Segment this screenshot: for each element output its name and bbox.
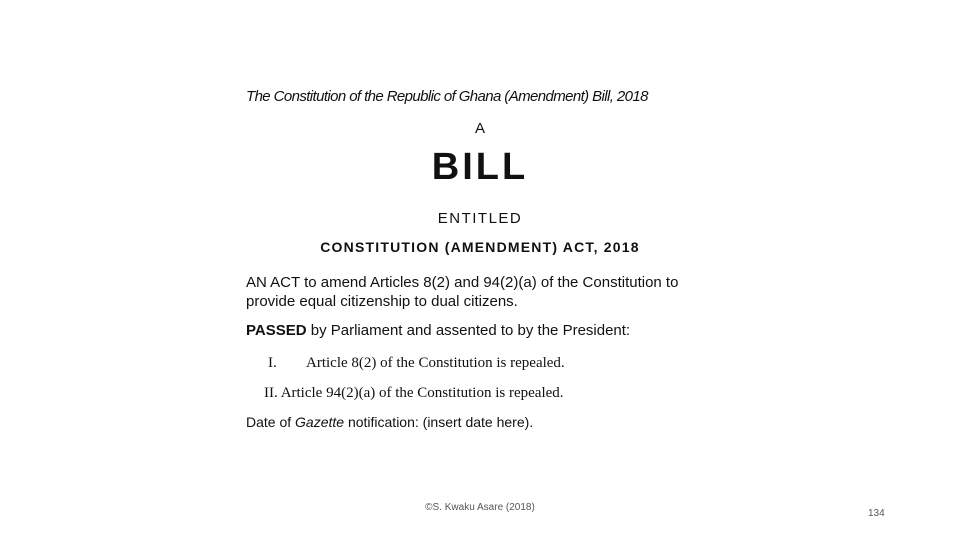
article-text: Article 94(2)(a) of the Constitution is repealed. [280,385,564,401]
article-item [264,385,564,402]
article-item [268,355,565,372]
date-prefix: Date of [246,414,296,430]
article-numeral: I. [268,355,277,371]
page-number: 134 [868,508,885,519]
article-numeral: II. [264,385,278,401]
passed-label: PASSED [246,322,307,339]
bill-title: The Constitution of the Republic of Ghana (Amendment) Bill, 2018 [246,88,648,105]
date-gazette: Gazette [295,414,345,430]
entitled-label: ENTITLED [437,210,523,227]
article-text: Article 8(2) of the Constitution is repealed. [306,355,565,371]
act-name: CONSTITUTION (AMENDMENT) ACT, 2018 [320,239,640,255]
bill-heading: BILL [431,146,529,188]
date-suffix: notification: (insert date here). [344,414,534,430]
passed-text: by Parliament and assented to by the President: [306,322,631,339]
act-description: AN ACT to amend Articles 8(2) and 94(2)(a) of the Constitution to provide equal citizenship to dual citizens. [246,274,679,310]
date-line [246,414,533,430]
copyright-footer: ©S. Kwaku Asare (2018) [425,502,535,513]
passed-line [246,322,630,339]
article-a: A [474,120,485,137]
